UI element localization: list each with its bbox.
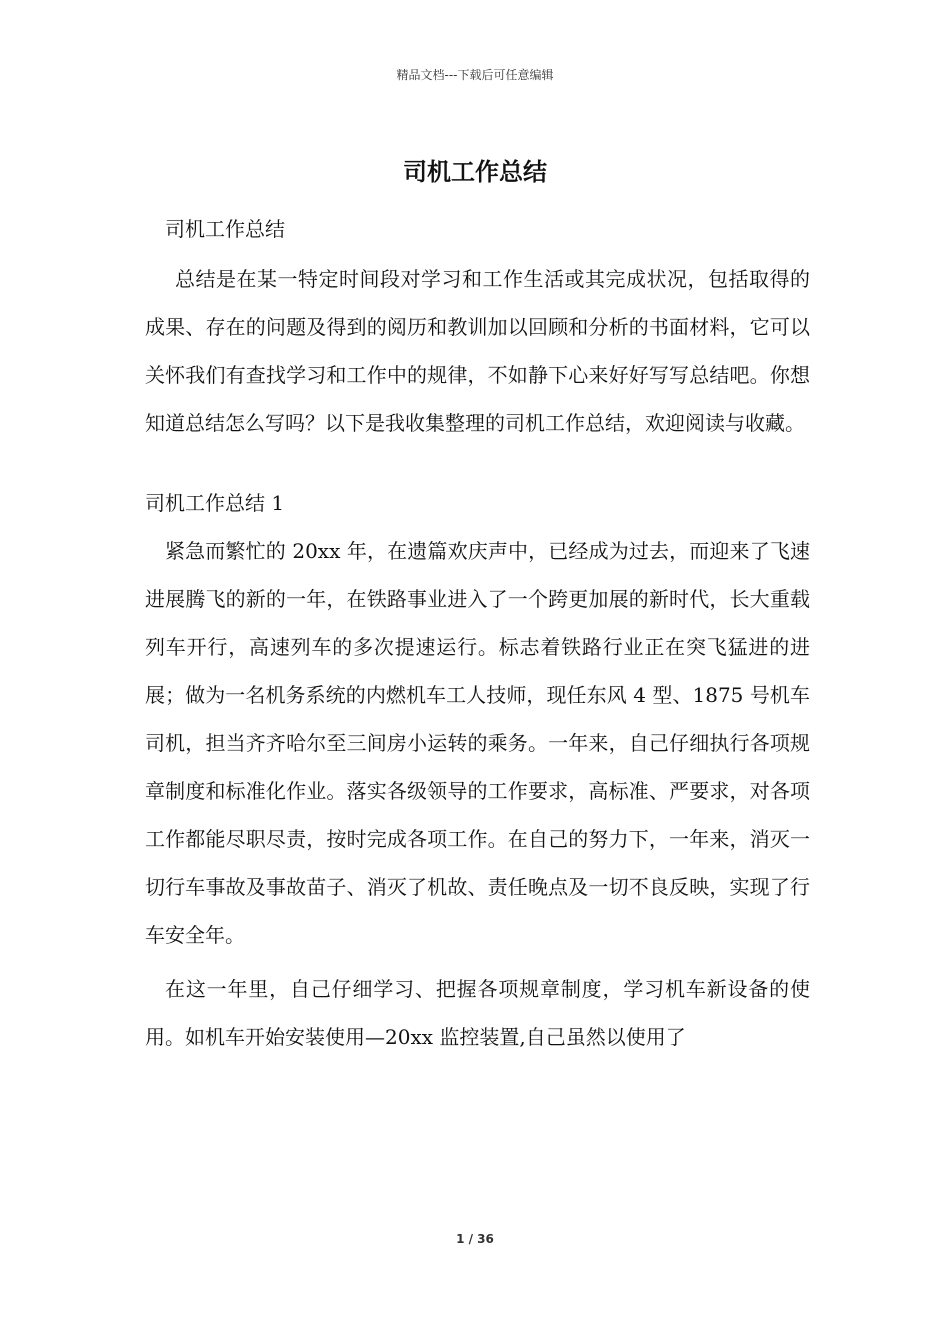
body-paragraph: 在这一年里，自己仔细学习、把握各项规章制度，学习机车新设备的使用。如机车开始安装使用—20xx 监控装置,自己虽然以使用了 xyxy=(145,977,810,1049)
spacer xyxy=(145,447,810,479)
document-body xyxy=(145,205,810,1061)
document-title: 司机工作总结 xyxy=(403,158,547,186)
document-subtitle: 司机工作总结 xyxy=(165,217,285,241)
body-paragraph: 紧急而繁忙的 20xx 年，在遗篇欢庆声中，已经成为过去，而迎来了飞速进展腾飞的新的一年，在铁路事业进入了一个跨更加展的新时代，长大重载列车开行，高速列车的多次提速运行。标志着铁路行业正在突飞猛进的进展；做为一名机务系统的内燃机车工人技师，现任东风 4 型、1875 号机车司机，担当齐齐哈尔至三间房小运转的乘务。一年来，自己仔细执行各项规章制度和标准化作业。落实各级领导的工作要求，高标准、严要求，对各项工作都能尽职尽责，按时完成各项工作。在自己的努力下，一年来，消灭一切行车事故及事故苗子、消灭了机故、责任晚点及一切不良反映，实现了行车安全年。 xyxy=(145,539,810,947)
section-heading: 司机工作总结 1 xyxy=(145,491,285,515)
intro-paragraph: 总结是在某一特定时间段对学习和工作生活或其完成状况，包括取得的成果、存在的问题及得到的阅历和教训加以回顾和分析的书面材料，它可以关怀我们有查找学习和工作中的规律，不如静下心来好好写写总结吧。你想知道总结怎么写吗？以下是我收集整理的司机工作总结，欢迎阅读与收藏。 xyxy=(145,267,810,435)
page-number: 1 / 36 xyxy=(456,1232,494,1246)
page-header: 精品文档---下载后可任意编辑 xyxy=(396,68,554,82)
